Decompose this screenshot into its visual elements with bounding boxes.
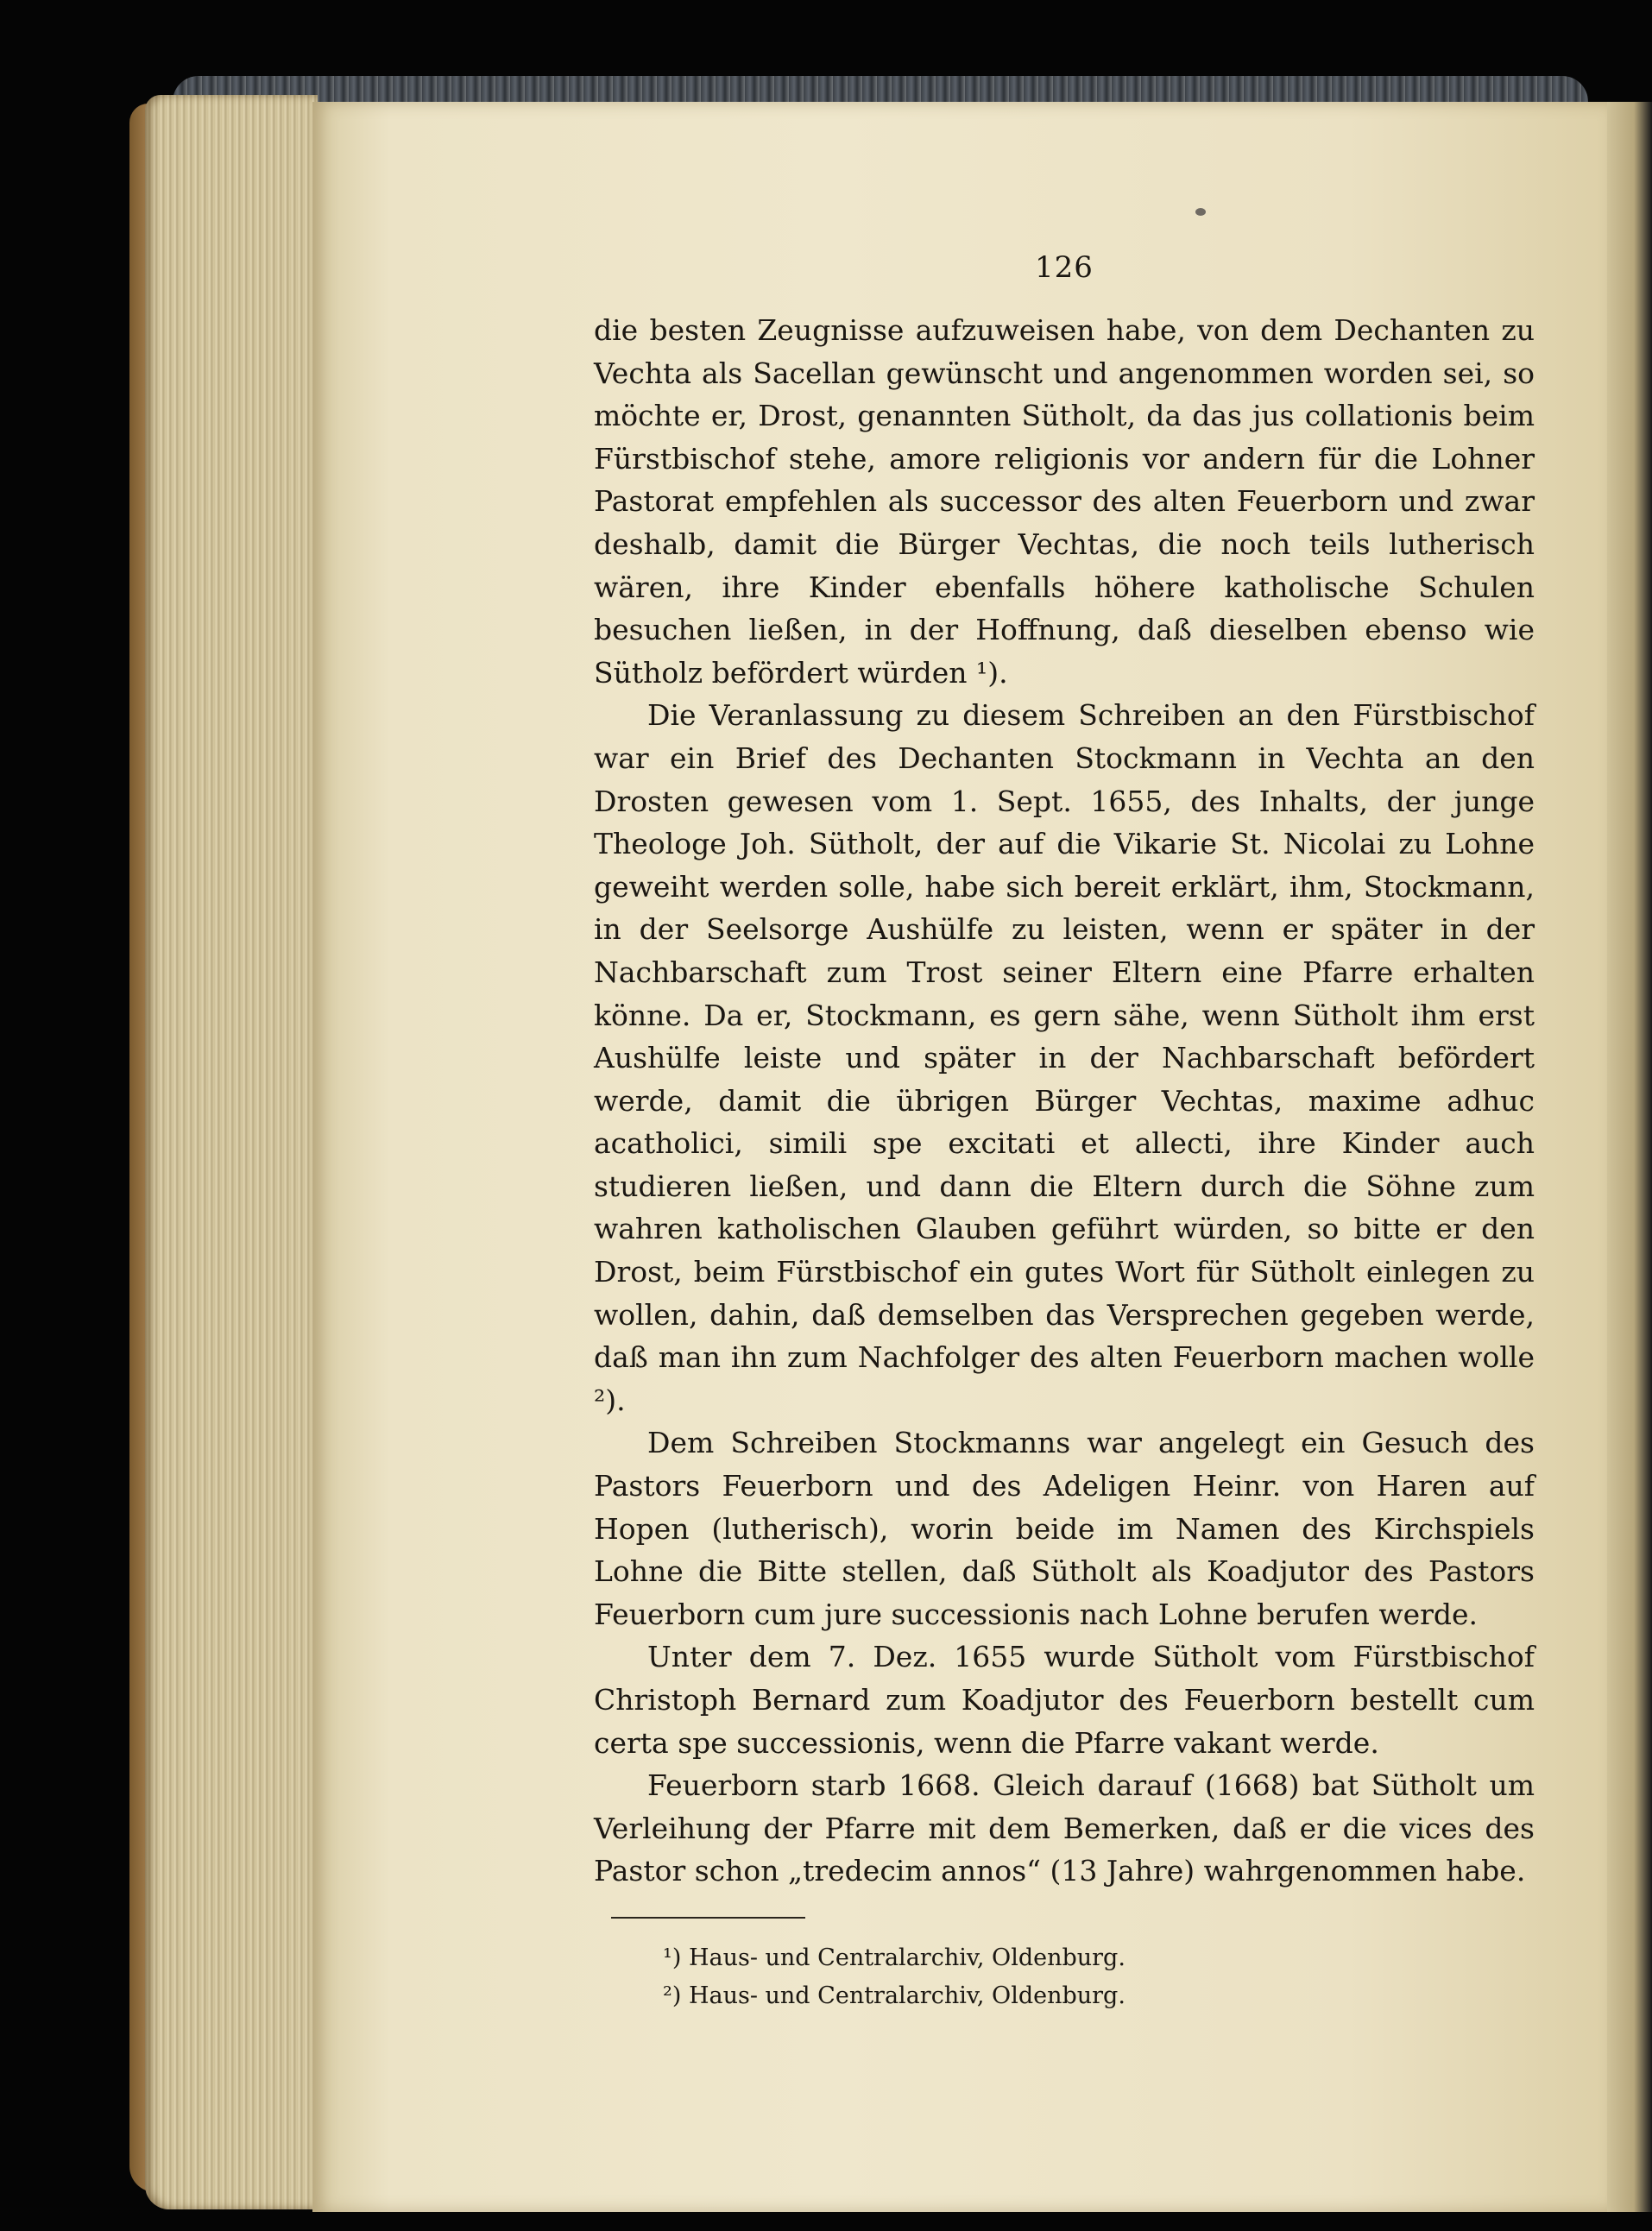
paragraph-5: Feuerborn starb 1668. Gleich darauf (1668) bat Sütholt um Verleihung der Pfarre mit dem Bemerken, daß er die vices des Pastor schon „tredecim annos“ (13 Jahre) wahrgenommen habe.: [594, 1768, 1535, 1888]
right-page-edge: [1607, 102, 1652, 2212]
footnote-2: ²) Haus- und Centralarchiv, Oldenburg.: [663, 1982, 1126, 2009]
footnote-1: ¹) Haus- und Centralarchiv, Oldenburg.: [663, 1944, 1126, 1971]
paragraph-3: Dem Schreiben Stockmanns war angelegt ein Gesuch des Pastors Feuerborn und des Adeligen Heinr. von Haren auf Hopen (lutherisch), worin beide im Namen des Kirchspiels Lohne die Bitte stellen, daß Sütholt als Koadjutor des Pastors Feuerborn cum jure successionis nach Lohne berufen werde.: [594, 1426, 1535, 1631]
text-block: [594, 250, 1535, 2015]
footnote-divider: [611, 1917, 805, 1919]
paper-speck: [1195, 208, 1206, 216]
page-stack-edge: [145, 95, 318, 2209]
paragraph-1: die besten Zeugnisse aufzuweisen habe, von dem Dechanten zu Vechta als Sacellan gewünscht und angenommen worden sei, so möchte er, Drost, genannten Sütholt, da das jus collationis beim Fürstbischof stehe, amore religionis vor andern für die Lohner Pastorat empfehlen als successor des alten Feuerborn und zwar deshalb, damit die Bürger Vechtas, die noch teils lutherisch wären, ihre Kinder ebenfalls höhere katholische Schulen besuchen ließen, in der Hoffnung, daß dieselben ebenso wie Sütholz befördert würden ¹).: [594, 313, 1535, 690]
page-number: 126: [1035, 250, 1094, 285]
paragraph-2: Die Veranlassung zu diesem Schreiben an den Fürstbischof war ein Brief des Dechanten Stockmann in Vechta an den Drosten gewesen vom 1. Sept. 1655, des Inhalts, der junge Theologe Joh. Sütholt, der auf die Vikarie St. Nicolai zu Lohne geweiht werden solle, habe sich bereit erklärt, ihm, Stockmann, in der Seelsorge Aushülfe zu leisten, wenn er später in der Nachbarschaft zum Trost seiner Eltern eine Pfarre erhalten könne. Da er, Stockmann, es gern sähe, wenn Sütholt ihm erst Aushülfe leiste und später in der Nachbarschaft befördert werde, damit die übrigen Bürger Vechtas, maxime adhuc acatholici, simili spe excitati et allecti, ihre Kinder auch studieren ließen, und dann die Eltern durch die Söhne zum wahren katholischen Glauben geführt würden, so bitte er den Drost, beim Fürstbischof ein gutes Wort für Sütholt einlegen zu wollen, dahin, daß demselben das Versprechen gegeben werde, daß man ihn zum Nachfolger des alten Feuerborn machen wolle ²).: [594, 698, 1535, 1417]
paragraph-4: Unter dem 7. Dez. 1655 wurde Sütholt vom Fürstbischof Christoph Bernard zum Koadjutor des Feuerborn bestellt cum certa spe successionis, wenn die Pfarre vakant werde.: [594, 1640, 1535, 1760]
